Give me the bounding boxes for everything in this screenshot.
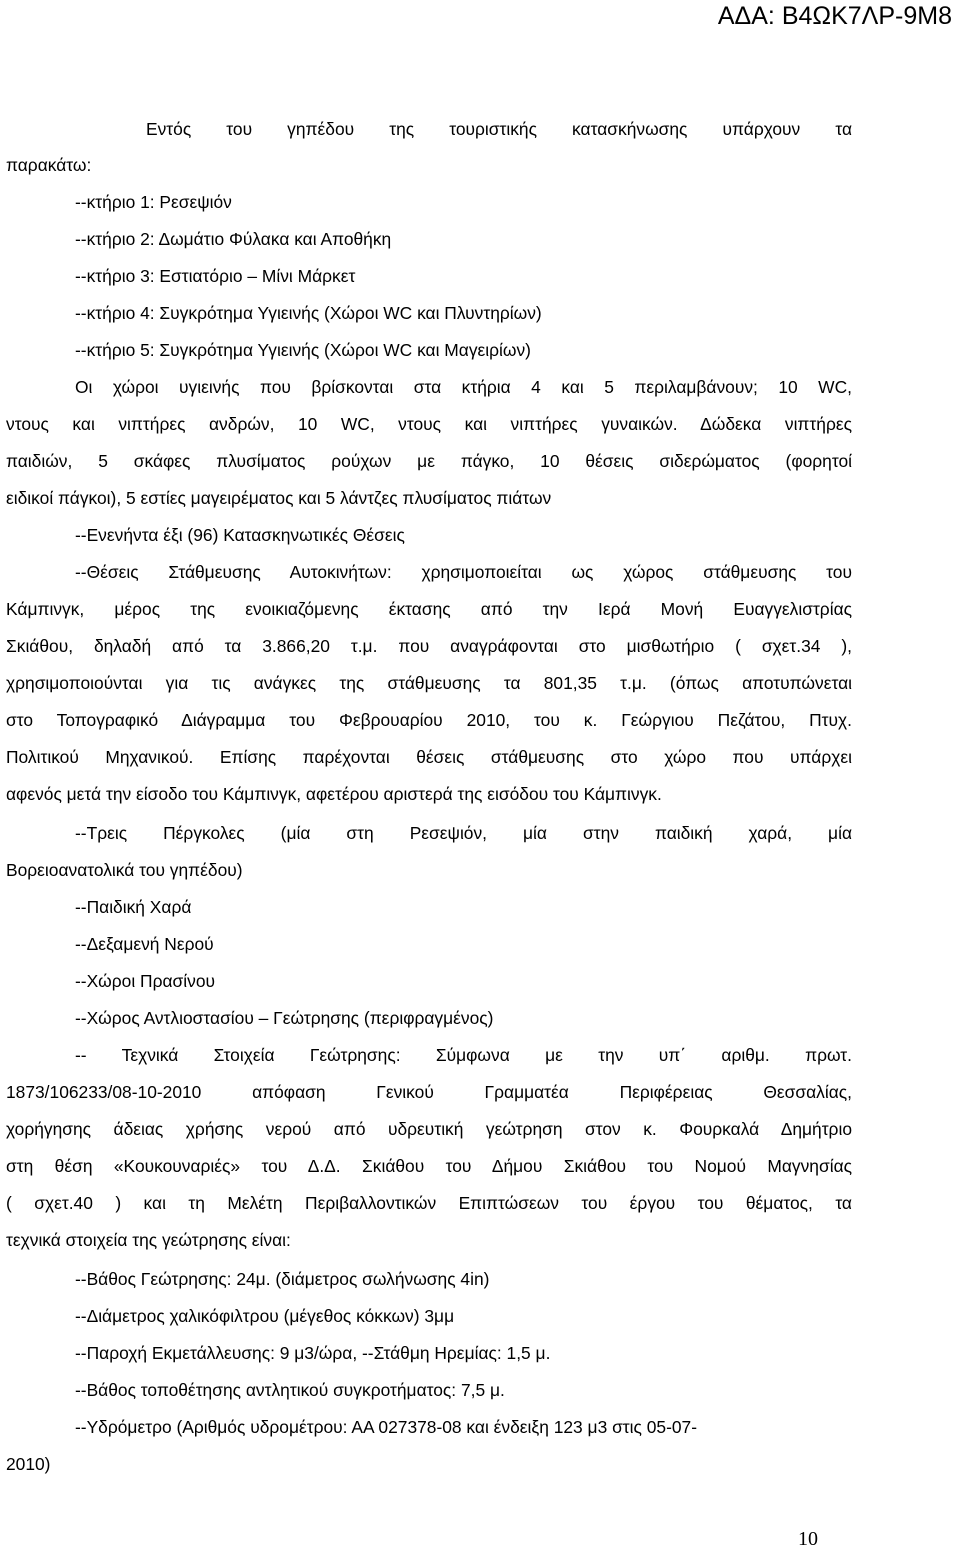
text-line: ( σχετ.40 ) και τη Μελέτη Περιβαλλοντικών Επιπτώσεων του έργου του θέματος, τα <box>6 1193 852 1213</box>
text-line: στο Τοπογραφικό Διάγραμμα του Φεβρουαρίου 2010, του κ. Γεώργιου Πεζάτου, Πτυχ. <box>6 710 852 730</box>
text-line: Κάμπινγκ, μέρος της ενοικιαζόμενης έκτασης από την Ιερά Μονή Ευαγγελιστρίας <box>6 599 852 619</box>
text-line: ειδικοί πάγκοι), 5 εστίες μαγειρέματος και 5 λάντζες πλυσίματος πιάτων <box>6 488 552 508</box>
list-item: --Θέσεις Στάθμευσης Αυτοκινήτων: χρησιμοποιείται ως χώρος στάθμευσης του <box>75 562 852 582</box>
list-item: --Υδρόμετρο (Αριθμός υδρομέτρου: ΑΑ 027378-08 και ένδειξη 123 μ3 στις 05-07- <box>75 1417 698 1437</box>
list-item: --Τρεις Πέργκολες (μία στη Ρεσεψιόν, μία στην παιδική χαρά, μία <box>75 823 852 843</box>
list-item: --Παροχή Εκμετάλλευσης: 9 μ3/ώρα, --Στάθμη Ηρεμίας: 1,5 μ. <box>75 1343 551 1363</box>
list-item: -- Τεχνικά Στοιχεία Γεώτρησης: Σύμφωνα με την υπ΄ αριθμ. πρωτ. <box>75 1045 852 1065</box>
list-item: --Παιδική Χαρά <box>75 897 192 917</box>
text-line: 2010) <box>6 1454 51 1474</box>
list-item: --Βάθος τοποθέτησης αντλητικού συγκροτήματος: 7,5 μ. <box>75 1380 505 1400</box>
list-item: --Χώρος Αντλιοστασίου – Γεώτρησης (περιφραγμένος) <box>75 1008 494 1028</box>
ada-code: ΑΔΑ: Β4ΩΚ7ΛΡ-9Μ8 <box>717 2 952 30</box>
list-item: --Βάθος Γεώτρησης: 24μ. (διάμετρος σωλήνωσης 4in) <box>75 1269 490 1289</box>
text-line: αφενός μετά την είσοδο του Κάμπινγκ, αφετέρου αριστερά της εισόδου του Κάμπινγκ. <box>6 784 662 804</box>
text-line: στη θέση «Κουκουναριές» του Δ.Δ. Σκιάθου του Δήμου Σκιάθου του Νομού Μαγνησίας <box>6 1156 852 1176</box>
page-number: 10 <box>798 1528 818 1550</box>
text-line: χρησιμοποιούνται για τις ανάγκες της στάθμευσης τα 801,35 τ.μ. (όπως αποτυπώνεται <box>6 673 852 693</box>
text-line: Σκιάθου, δηλαδή από τα 3.866,20 τ.μ. που αναγράφονται στο μισθωτήριο ( σχετ.34 ), <box>6 636 852 656</box>
list-item: --Ενενήντα έξι (96) Κατασκηνωτικές Θέσεις <box>75 525 405 545</box>
text-line: τεχνικά στοιχεία της γεώτρησης είναι: <box>6 1230 291 1250</box>
text-line: 1873/106233/08-10-2010 απόφαση Γενικού Γραμματέα Περιφέρειας Θεσσαλίας, <box>6 1082 852 1102</box>
list-item: --Χώροι Πρασίνου <box>75 971 215 991</box>
text-line: Εντός του γηπέδου της τουριστικής κατασκήνωσης υπάρχουν τα <box>146 119 852 139</box>
text-line: παιδιών, 5 σκάφες πλυσίματος ρούχων με πάγκο, 10 θέσεις σιδερώματος (φορητοί <box>6 451 852 471</box>
list-item: --Διάμετρος χαλικόφιλτρου (μέγεθος κόκκων) 3μμ <box>75 1306 455 1326</box>
list-item: --Δεξαμενή Νερού <box>75 934 214 954</box>
list-item: --κτήριο 2: Δωμάτιο Φύλακα και Αποθήκη <box>75 229 392 249</box>
text-line: Βορειοανατολικά του γηπέδου) <box>6 860 243 880</box>
list-item: --κτήριο 1: Ρεσεψιόν <box>75 192 232 212</box>
list-item: --κτήριο 4: Συγκρότημα Υγιεινής (Χώροι WC και Πλυντηρίων) <box>75 303 542 323</box>
text-line: παρακάτω: <box>6 155 92 175</box>
list-item: --κτήριο 3: Εστιατόριο – Μίνι Μάρκετ <box>75 266 356 286</box>
list-item: --κτήριο 5: Συγκρότημα Υγιεινής (Χώροι WC και Μαγειρίων) <box>75 340 531 360</box>
text-line: Πολιτικού Μηχανικού. Επίσης παρέχονται θέσεις στάθμευσης στο χώρο που υπάρχει <box>6 747 852 767</box>
text-line: ντους και νιπτήρες ανδρών, 10 WC, ντους και νιπτήρες γυναικών. Δώδεκα νιπτήρες <box>6 414 852 434</box>
text-line: Οι χώροι υγιεινής που βρίσκονται στα κτήρια 4 και 5 περιλαμβάνουν; 10 WC, <box>75 377 852 397</box>
text-line: χορήγησης άδειας χρήσης νερού από υδρευτική γεώτρηση στον κ. Φουρκαλά Δημήτριο <box>6 1119 852 1139</box>
